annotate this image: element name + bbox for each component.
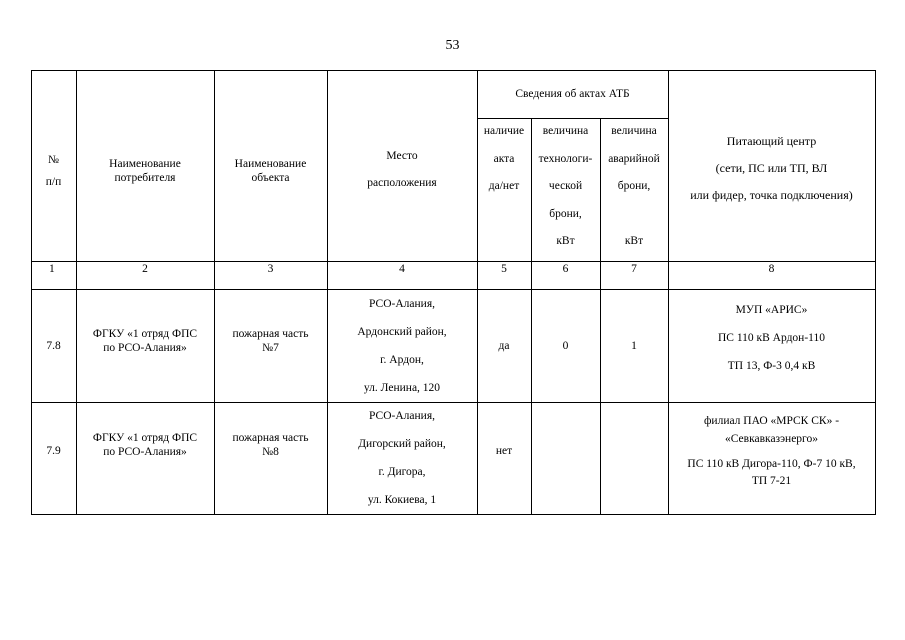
header-location — [327, 70, 477, 261]
row-object — [214, 289, 327, 402]
header-location-line2: расположения — [367, 176, 437, 189]
row-act: нет — [495, 445, 513, 457]
header-tech-line1: величина — [542, 125, 589, 137]
header-emerg-line4: кВт — [624, 235, 644, 247]
row-location-line2: Дигорский район, — [358, 438, 446, 450]
header-emerg-line3: брони, — [617, 180, 651, 192]
row-location — [327, 402, 477, 514]
header-tech-line2: технологи- — [538, 152, 593, 165]
header-tech-line4: брони, — [549, 207, 582, 220]
header-object-line1: Наименование — [234, 157, 307, 170]
colnum-8: 8 — [768, 262, 775, 275]
row-consumer-line1: ФГКУ «1 отряд ФПС — [92, 432, 198, 444]
row-location-line4: ул. Ленина, 120 — [363, 381, 441, 394]
row-consumer — [76, 289, 214, 402]
colnum-2: 2 — [142, 262, 148, 275]
header-emerg-line2: аварийной — [608, 152, 660, 165]
header-atb-group — [477, 70, 668, 118]
row-object-line2: №8 — [262, 446, 279, 458]
row-location-line3: г. Дигора, — [378, 466, 426, 478]
header-atb-group-label: Сведения об актах АТБ — [515, 88, 630, 100]
row-location-line1: РСО-Алания, — [369, 410, 435, 422]
header-tech-line3: ческой — [548, 180, 583, 192]
header-act-line2: акта — [493, 152, 515, 165]
header-power-center — [668, 70, 875, 261]
row-power-line3: ТП 13, Ф-3 0,4 кВ — [727, 359, 816, 372]
header-object-line2: объекта — [251, 171, 290, 184]
row-power-center — [668, 289, 875, 402]
header-power-line2: (сети, ПС или ТП, ВЛ — [715, 161, 828, 175]
row-location-line3: г. Ардон, — [380, 353, 424, 366]
row-consumer — [76, 402, 214, 514]
row-location-line4: ул. Кокиева, 1 — [367, 494, 437, 506]
row-power-line2: «Севкавказэнерго» — [725, 433, 818, 445]
header-consumer-line2: потребителя — [114, 171, 176, 184]
page-number: 53 — [445, 38, 460, 53]
header-emerg-line1: величина — [611, 125, 657, 137]
header-tech — [531, 118, 600, 256]
header-act-line1: наличие — [483, 125, 525, 137]
header-object — [214, 70, 327, 261]
row-location-line1: РСО-Алания, — [369, 297, 435, 310]
row-tech-reserve — [531, 402, 600, 514]
header-power-line1: Питающий центр — [726, 134, 817, 148]
row-act: да — [498, 339, 510, 352]
colnum-7: 7 — [631, 262, 637, 275]
row-consumer-line2: по РСО-Алания» — [103, 446, 187, 458]
row-power-line4: ТП 7-21 — [751, 475, 792, 487]
row-emergency-reserve — [600, 402, 668, 514]
header-power-line3: или фидер, точка подключения) — [690, 188, 853, 202]
row-location-line2: Ардонский район, — [357, 325, 447, 338]
header-act-line3: да/нет — [488, 180, 520, 192]
header-emerg-spacer — [633, 201, 636, 229]
colnum-6: 6 — [562, 262, 569, 275]
header-consumer-line1: Наименование — [109, 157, 181, 170]
row-tech-reserve: 0 — [562, 339, 569, 352]
row-consumer-line2: по РСО-Алания» — [103, 341, 187, 354]
colnum-5: 5 — [501, 262, 507, 275]
header-emerg — [600, 118, 668, 256]
row-object-line1: пожарная часть — [232, 432, 309, 444]
row-power-line1: филиал ПАО «МРСК СК» - — [703, 415, 840, 427]
row-emergency-reserve: 1 — [631, 339, 637, 352]
row-power-center — [668, 402, 875, 514]
header-tech-line5: кВт — [556, 235, 575, 247]
row-num: 7.9 — [46, 445, 61, 457]
row-power-line3: ПС 110 кВ Дигора-110, Ф-7 10 кВ, — [687, 458, 856, 470]
header-consumer — [76, 70, 214, 261]
header-act — [477, 118, 531, 201]
row-num: 7.8 — [46, 339, 61, 352]
row-object-line1: пожарная часть — [232, 327, 309, 340]
row-location — [327, 289, 477, 402]
row-object — [214, 402, 327, 514]
row-power-line2: ПС 110 кВ Ардон-110 — [718, 331, 825, 344]
row-object-line2: №7 — [262, 341, 279, 354]
row-consumer-line1: ФГКУ «1 отряд ФПС — [92, 327, 198, 340]
header-num-line2: п/п — [45, 175, 62, 188]
header-num — [31, 70, 76, 261]
colnum-4: 4 — [399, 262, 405, 275]
header-location-line1: Место — [386, 149, 418, 162]
colnum-3: 3 — [267, 262, 274, 275]
row-power-line1: МУП «АРИС» — [735, 303, 808, 316]
header-num-line1: № — [48, 153, 59, 166]
colnum-1: 1 — [49, 262, 55, 275]
